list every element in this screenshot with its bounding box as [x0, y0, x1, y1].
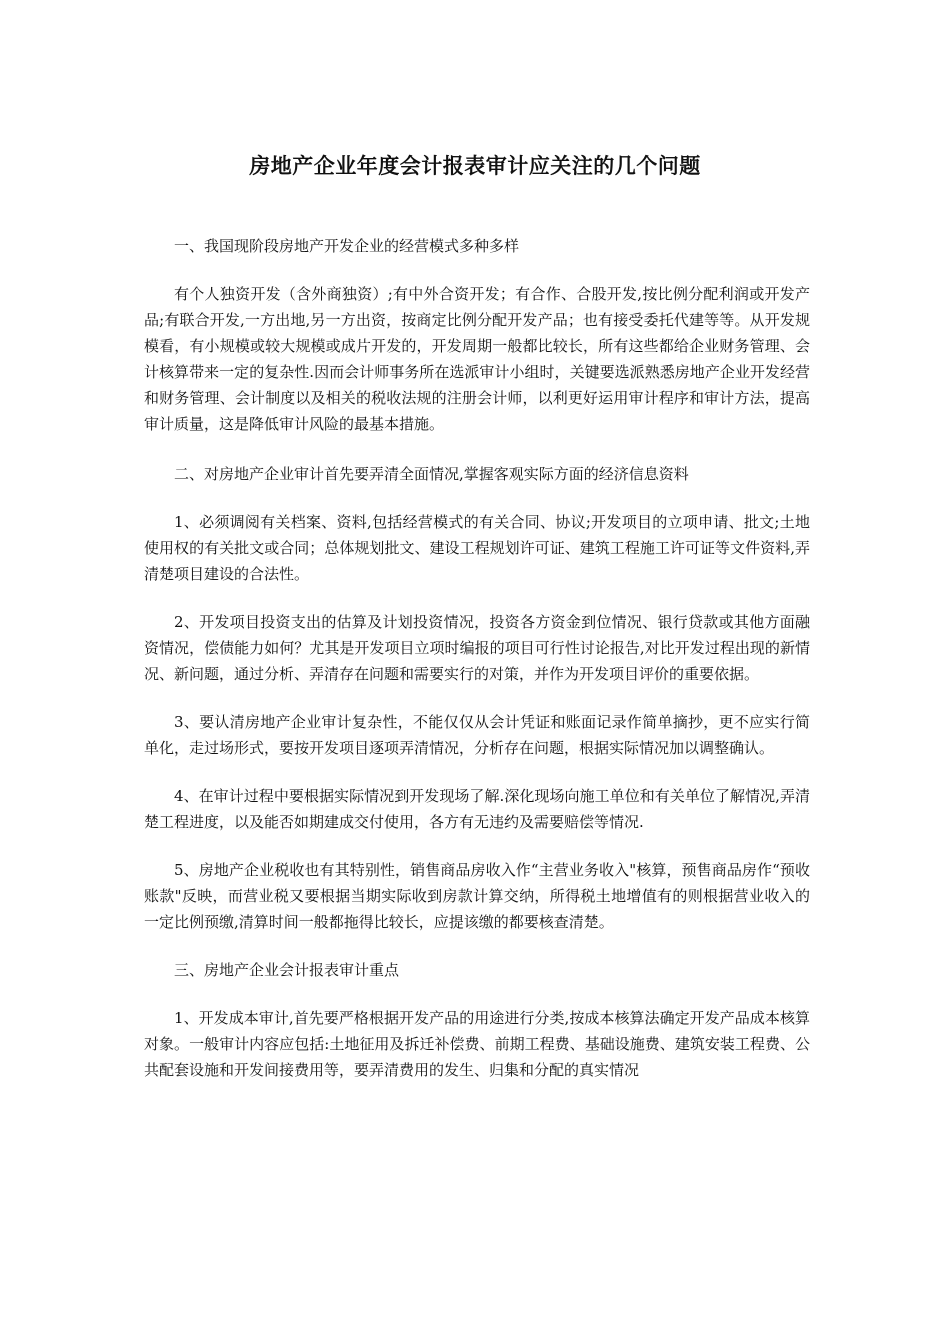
paragraph: 1、必须调阅有关档案、资料,包括经营模式的有关合同、协议;开发项目的立项申请、批文;土地使用权的有关批文或合同；总体规划批文、建设工程规划许可证、建筑工程施工许可证等文件资料,弄清楚项目建设的合法性。 — [144, 513, 810, 583]
section-heading-2: 二、对房地产企业审计首先要弄清全面情况,掌握客观实际方面的经济信息资料 — [174, 465, 689, 483]
section-heading-1: 一、我国现阶段房地产开发企业的经营模式多种多样 — [174, 237, 520, 255]
paragraph: 2、开发项目投资支出的估算及计划投资情况，投资各方资金到位情况、银行贷款或其他方面融资情况，偿债能力如何？尤其是开发项目立项时编报的项目可行性讨论报告,对比开发过程出现的新情况、新问题，通过分析、弄清存在问题和需要实行的对策，并作为开发项目评价的重要依据。 — [144, 613, 810, 683]
paragraph: 4、在审计过程中要根据实际情况到开发现场了解.深化现场向施工单位和有关单位了解情况,弄清楚工程进度，以及能否如期建成交付使用，各方有无违约及需要赔偿等情况. — [144, 787, 810, 831]
paragraph: 有个人独资开发（含外商独资）;有中外合资开发；有合作、合股开发,按比例分配利润或开发产品;有联合开发,一方出地,另一方出资，按商定比例分配开发产品；也有接受委托代建等等。从开发规模看，有小规模或较大规模或成片开发的，开发周期一般都比较长，所有这些都给企业财务管理、会计核算带来一定的复杂性.因而会计师事务所在选派审计小组时，关键要选派熟悉房地产企业开发经营和财务管理、会计制度以及相关的税收法规的注册会计师，以利更好运用审计程序和审计方法，提高审计质量，这是降低审计风险的最基本措施。 — [144, 285, 810, 433]
document-title: 房地产企业年度会计报表审计应关注的几个问题 — [249, 153, 701, 178]
section-heading-3: 三、房地产企业会计报表审计重点 — [174, 961, 400, 979]
document-body — [144, 233, 810, 1105]
paragraph: 3、要认清房地产企业审计复杂性，不能仅仅从会计凭证和账面记录作简单摘抄，更不应实行简单化，走过场形式，要按开发项目逐项弄清情况，分析存在问题，根据实际情况加以调整确认。 — [144, 713, 810, 757]
paragraph: 5、房地产企业税收也有其特别性，销售商品房收入作“主营业务收入"核算，预售商品房作“预收账款"反映，而营业税又要根据当期实际收到房款计算交纳，所得税土地增值有的则根据营业收入的一定比例预缴,清算时间一般都拖得比较长，应提该缴的都要核查清楚。 — [144, 861, 810, 931]
paragraph: 1、开发成本审计,首先要严格根据开发产品的用途进行分类,按成本核算法确定开发产品成本核算对象。一般审计内容应包括:土地征用及拆迁补偿费、前期工程费、基础设施费、建筑安装工程费、公共配套设施和开发间接费用等，要弄清费用的发生、归集和分配的真实情况 — [144, 1009, 810, 1079]
